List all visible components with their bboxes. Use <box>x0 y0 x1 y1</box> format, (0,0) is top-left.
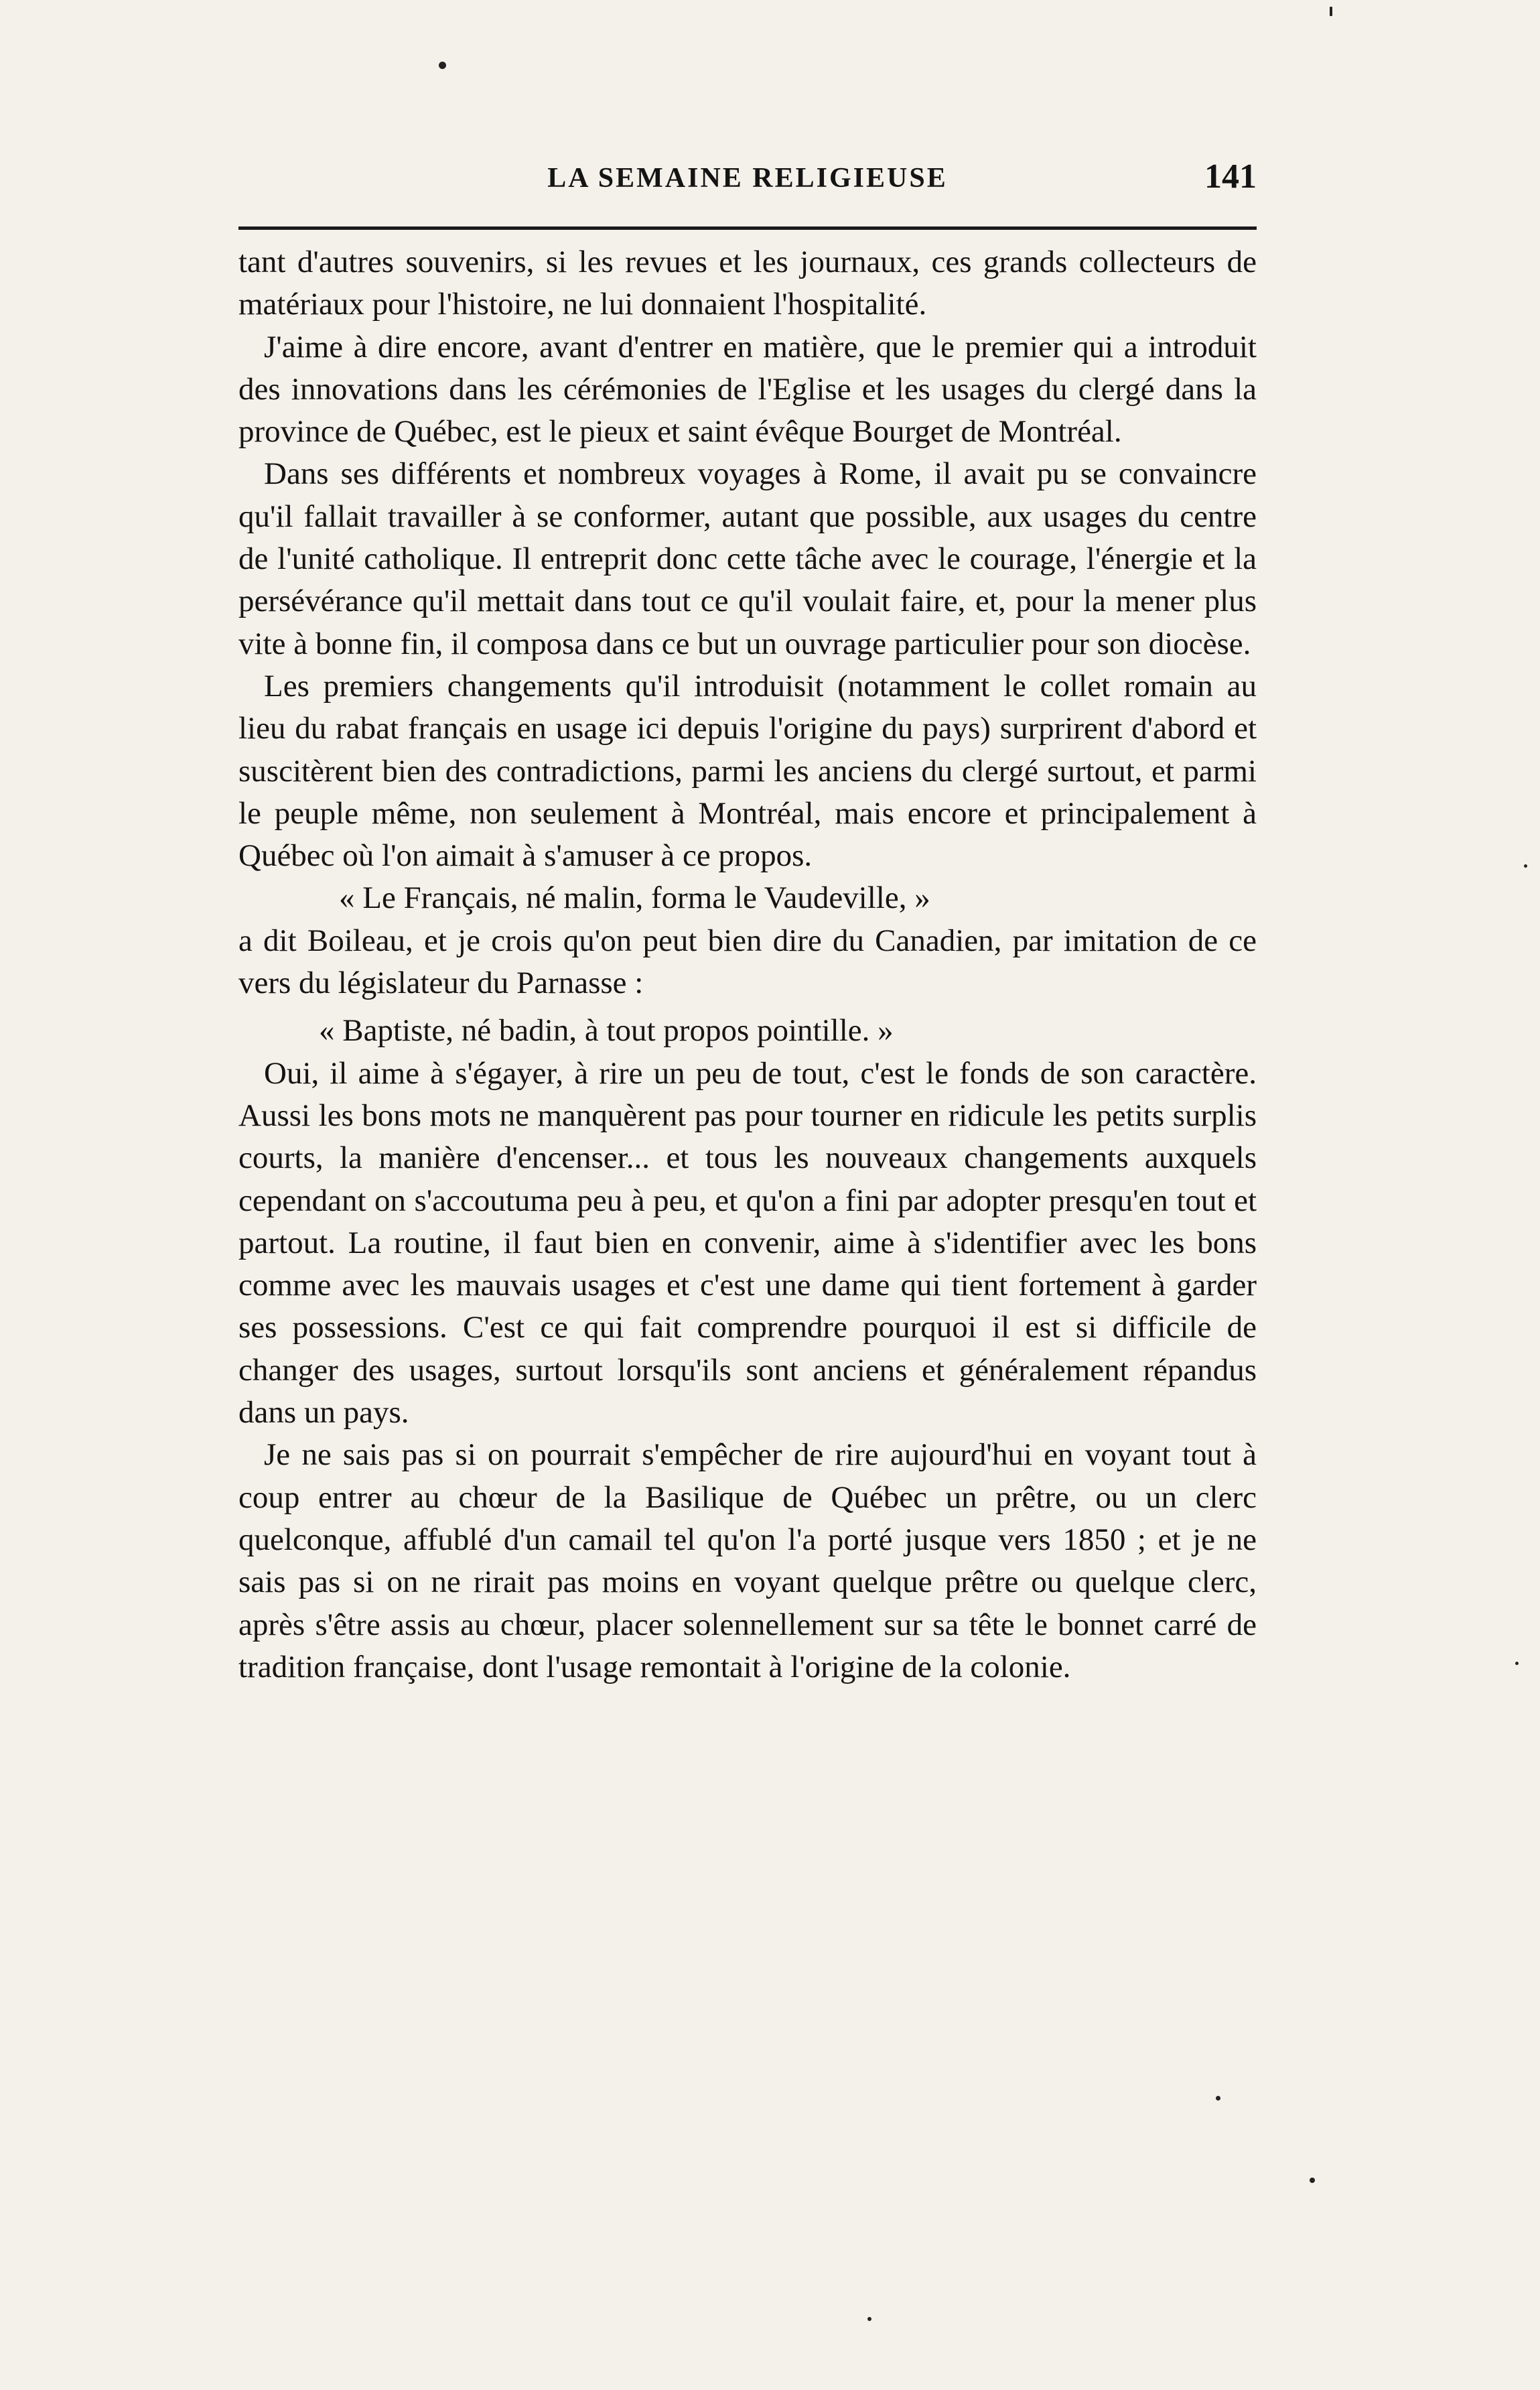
running-header <box>238 153 1257 200</box>
paragraph: Dans ses différents et nombreux voyages à Rome, il avait pu se convaincre qu'il fallait travailler à se conformer, autant que possible, aux usages du centre de l'unité catholique. Il entreprit donc cette tâche avec le courage, l'énergie et la persévérance qu'il mettait dans tout ce qu'il voulait faire, et, pour la mener plus vite à bonne fin, il composa dans ce but un ouvrage particulier pour son diocèse. <box>238 456 1257 661</box>
header-rule <box>238 226 1257 230</box>
paragraph: Oui, il aime à s'égayer, à rire un peu de tout, c'est le fonds de son caractère. Aussi les bons mots ne manquèrent pas pour tourner en ridicule les petits surplis courts, la manière d'encenser... et tous les nouveaux changements auxquels cependant on s'accoutuma peu à peu, et qu'on a fini par adopter presqu'en tout et partout. La routine, il faut bien en convenir, aime à s'identifier avec les bons comme avec les mauvais usages et c'est une dame qui tient fortement à garder ses possessions. C'est ce qui fait comprendre pourquoi il est si difficile de changer des usages, surtout lorsqu'ils sont anciens et généralement répandus dans un pays. <box>238 1055 1257 1431</box>
verse-quote: « Baptiste, né badin, à tout propos pointille. » <box>319 1013 894 1049</box>
verse-quote: « Le Français, né malin, forma le Vaudeville, » <box>339 880 930 916</box>
paragraph: Les premiers changements qu'il introduisit (notamment le collet romain au lieu du rabat français en usage ici depuis l'origine du pays) surprirent d'abord et suscitèrent bien des contradictions, parmi les anciens du clergé surtout, et parmi le peuple même, non seulement à Montréal, mais encore et principalement à Québec où l'on aimait à s'amuser à ce propos. <box>238 668 1257 874</box>
body-text <box>238 241 1257 1688</box>
paragraph: J'aime à dire encore, avant d'entrer en matière, que le premier qui a introduit des innovations dans les cérémonies de l'Eglise et les usages du clergé dans la province de Québec, est le pieux et saint évêque Bourget de Montréal. <box>238 329 1257 450</box>
paragraph: Je ne sais pas si on pourrait s'empêcher de rire aujourd'hui en voyant tout à coup entrer au chœur de la Basilique de Québec un prêtre, ou un clerc quelconque, affublé d'un camail tel qu'on l'a porté jusque vers 1850 ; et je ne sais pas si on ne rirait pas moins en voyant quelque prêtre ou quelque clerc, après s'être assis au chœur, placer solennellement sur sa tête le bonnet carré de tradition française, dont l'usage remontait à l'origine de la colonie. <box>238 1437 1257 1684</box>
paragraph: tant d'autres souvenirs, si les revues et les journaux, ces grands collecteurs de matériaux pour l'histoire, ne lui donnaient l'hospitalité. <box>238 245 1257 322</box>
paragraph: a dit Boileau, et je crois qu'on peut bien dire du Canadien, par imitation de ce vers du législateur du Parnasse : <box>238 923 1257 1001</box>
running-title: LA SEMAINE RELIGIEUSE <box>547 163 948 194</box>
page-number: 141 <box>1204 157 1257 196</box>
